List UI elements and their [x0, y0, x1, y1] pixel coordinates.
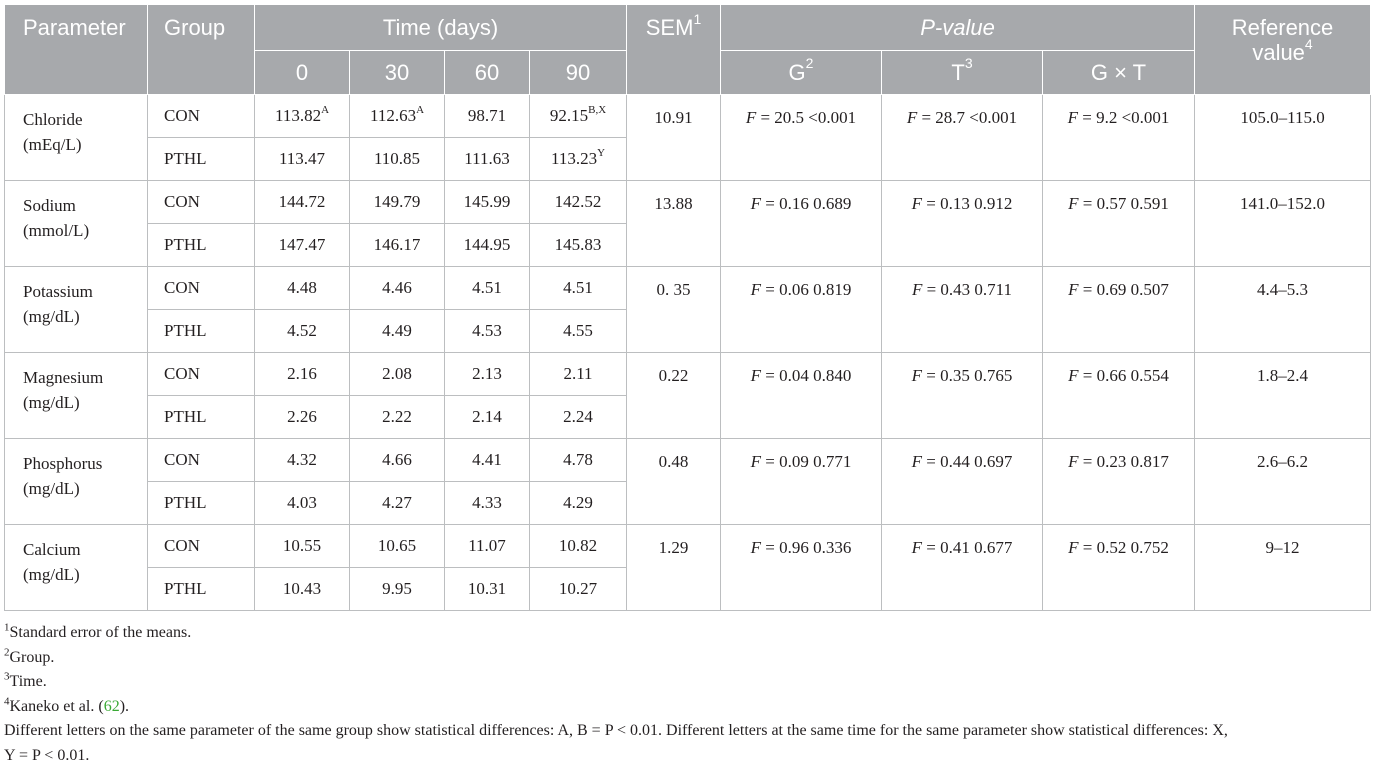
footnote-4 — [4, 695, 1370, 720]
con-day-30 — [350, 353, 445, 396]
parameter-cell-sodium — [5, 181, 148, 267]
footnote-4-mark: 4 — [4, 695, 10, 708]
con-day-30 — [350, 439, 445, 482]
con-day-90-value: 4.51 — [563, 278, 593, 297]
con-day-0-value: 4.48 — [287, 278, 317, 297]
pthl-day-30 — [350, 224, 445, 267]
footnote-2-mark: 2 — [4, 646, 10, 659]
pvalue-gxt-cell-value: = 9.2 <0.001 — [1077, 108, 1170, 127]
con-day-0 — [255, 525, 350, 568]
group-pthl: PTHL — [148, 568, 255, 611]
con-day-30 — [350, 525, 445, 568]
pvalue-gxt-cell-value: = 0.66 0.554 — [1078, 366, 1169, 385]
pthl-day-60-value: 10.31 — [467, 579, 507, 598]
footnote-2 — [4, 646, 1370, 671]
sem-cell: 13.88 — [627, 181, 721, 267]
pvalue-gxt-cell-value: = 0.23 0.817 — [1078, 452, 1169, 471]
con-day-90-value: 10.82 — [558, 536, 598, 555]
table-row — [5, 181, 1371, 224]
header-parameter: Parameter — [5, 5, 148, 95]
pthl-day-0-value: 4.03 — [287, 493, 317, 512]
con-day-30-superscript: A — [416, 104, 425, 117]
pvalue-g-cell — [721, 95, 882, 181]
group-pthl: PTHL — [148, 482, 255, 525]
con-day-0-superscript: A — [321, 104, 330, 117]
pvalue-t-cell-value: = 0.44 0.697 — [922, 452, 1013, 471]
table-row — [5, 525, 1371, 568]
footnote-1-text: Standard error of the means. — [9, 624, 192, 641]
pthl-day-60 — [445, 568, 530, 611]
pvalue-g-cell — [721, 525, 882, 611]
pthl-day-30 — [350, 482, 445, 525]
con-day-30-value: 4.66 — [382, 450, 412, 469]
pthl-day-90-value: 145.83 — [554, 235, 602, 254]
footnote-2-text: Group. — [9, 648, 55, 666]
con-day-90 — [530, 181, 627, 224]
pthl-day-0 — [255, 310, 350, 353]
header-day-30: 30 — [350, 51, 445, 95]
pvalue-t-cell-f: F — [911, 538, 923, 557]
header-day-90: 90 — [530, 51, 627, 95]
parameter-cell-calcium — [5, 525, 148, 611]
pvalue-t-cell-value: = 0.43 0.711 — [922, 280, 1013, 299]
header-pvalue-label: P-value — [920, 14, 995, 40]
con-day-60-value: 11.07 — [468, 536, 506, 555]
pvalue-g-cell-f: F — [750, 452, 762, 471]
pthl-day-0 — [255, 568, 350, 611]
header-pvalue — [721, 5, 1195, 51]
pthl-day-60-value: 4.53 — [472, 321, 502, 340]
header-day-60: 60 — [445, 51, 530, 95]
parameter-name: Phosphorus — [23, 454, 103, 473]
pthl-day-0 — [255, 138, 350, 181]
pvalue-g-cell-value: = 0.04 0.840 — [761, 366, 852, 385]
pthl-day-30-value: 4.49 — [382, 321, 412, 340]
con-day-30 — [350, 267, 445, 310]
header-day-0: 0 — [255, 51, 350, 95]
reference-cell: 9–12 — [1195, 525, 1371, 611]
parameter-name: Potassium — [23, 282, 93, 301]
pthl-day-60 — [445, 310, 530, 353]
pvalue-t-cell — [882, 95, 1043, 181]
pthl-day-0-value: 10.43 — [282, 579, 322, 598]
con-day-90-superscript: B,X — [588, 104, 607, 117]
parameter-cell-chloride — [5, 95, 148, 181]
pvalue-t-cell-f: F — [911, 452, 923, 471]
con-day-90-value: 142.52 — [554, 192, 602, 211]
pvalue-gxt-cell-f: F — [1068, 452, 1079, 471]
header-t — [882, 51, 1043, 95]
pvalue-t-cell — [882, 525, 1043, 611]
data-table — [4, 4, 1371, 611]
con-day-60-value: 4.51 — [472, 278, 502, 297]
parameter-name: Sodium — [23, 196, 76, 215]
parameter-name: Chloride — [23, 110, 83, 129]
sem-cell: 0.48 — [627, 439, 721, 525]
pthl-day-0-value: 113.47 — [278, 149, 326, 168]
reference-cell: 1.8–2.4 — [1195, 353, 1371, 439]
con-day-90-value: 4.78 — [563, 450, 593, 469]
pvalue-gxt-cell-f: F — [1068, 366, 1079, 385]
con-day-0-value: 4.32 — [287, 450, 317, 469]
table-container — [4, 4, 1370, 768]
table-body — [5, 95, 1371, 611]
con-day-60-value: 2.13 — [472, 364, 502, 383]
header-group: Group — [148, 5, 255, 95]
pthl-day-90 — [530, 310, 627, 353]
con-day-0-value: 10.55 — [282, 536, 322, 555]
pvalue-t-cell-f: F — [911, 194, 923, 213]
parameter-unit: (mg/dL) — [23, 479, 80, 498]
pvalue-g-cell — [721, 439, 882, 525]
parameter-unit: (mmol/L) — [23, 221, 90, 240]
pthl-day-30-value: 146.17 — [373, 235, 421, 254]
pthl-day-60-value: 2.14 — [472, 407, 502, 426]
pvalue-g-cell-f: F — [750, 366, 762, 385]
parameter-name: Calcium — [23, 540, 81, 559]
reference-cell: 105.0–115.0 — [1195, 95, 1371, 181]
con-day-30 — [350, 95, 445, 138]
header-sem-label: SEM — [645, 15, 694, 40]
pvalue-t-cell-f: F — [911, 280, 923, 299]
sem-cell: 0. 35 — [627, 267, 721, 353]
pvalue-g-cell-f: F — [750, 538, 762, 557]
header-g-label: G — [788, 59, 806, 85]
pthl-day-60-value: 144.95 — [463, 235, 511, 254]
pvalue-g-cell-value: = 0.06 0.819 — [761, 280, 852, 299]
group-con: CON — [148, 439, 255, 482]
con-day-60 — [445, 181, 530, 224]
con-day-60 — [445, 525, 530, 568]
group-pthl: PTHL — [148, 310, 255, 353]
header-g-sup: 2 — [805, 55, 814, 72]
pthl-day-60-value: 111.63 — [464, 149, 510, 168]
pthl-day-90-value: 4.29 — [563, 493, 593, 512]
table-header — [5, 5, 1371, 95]
pvalue-gxt-cell — [1043, 181, 1195, 267]
header-reference — [1195, 5, 1371, 95]
con-day-0-value: 144.72 — [278, 192, 326, 211]
pvalue-g-cell-value: = 0.09 0.771 — [761, 452, 852, 471]
pvalue-gxt-cell-f: F — [1068, 538, 1079, 557]
con-day-60 — [445, 353, 530, 396]
sem-cell: 10.91 — [627, 95, 721, 181]
header-time: Time (days) — [255, 5, 627, 51]
pvalue-gxt-cell-f: F — [1068, 194, 1079, 213]
pthl-day-90 — [530, 482, 627, 525]
con-day-60-value: 4.41 — [472, 450, 502, 469]
con-day-90 — [530, 353, 627, 396]
pthl-day-0 — [255, 224, 350, 267]
con-day-0 — [255, 439, 350, 482]
pthl-day-60-value: 4.33 — [472, 493, 502, 512]
pthl-day-90-value: 113.23 — [550, 149, 598, 168]
con-day-90 — [530, 95, 627, 138]
con-day-60 — [445, 95, 530, 138]
pthl-day-90 — [530, 396, 627, 439]
pthl-day-30-value: 4.27 — [382, 493, 412, 512]
pvalue-g-cell — [721, 353, 882, 439]
header-t-sup: 3 — [964, 55, 973, 72]
con-day-90-value: 92.15 — [549, 106, 589, 125]
pvalue-gxt-cell — [1043, 353, 1195, 439]
con-day-0-value: 2.16 — [287, 364, 317, 383]
pthl-day-0 — [255, 482, 350, 525]
pvalue-gxt-cell-value: = 0.52 0.752 — [1078, 538, 1169, 557]
pthl-day-30-value: 110.85 — [373, 149, 421, 168]
parameter-unit: (mg/dL) — [23, 307, 80, 326]
con-day-0-value: 113.82 — [274, 106, 322, 125]
pvalue-t-cell — [882, 439, 1043, 525]
pvalue-t-cell — [882, 353, 1043, 439]
con-day-90-value: 2.11 — [563, 364, 593, 383]
footnote-4-pre: Kaneko et al. ( — [9, 697, 104, 715]
pvalue-gxt-cell — [1043, 95, 1195, 181]
header-reference-line2: value — [1252, 40, 1305, 65]
pvalue-t-cell-value: = 0.35 0.765 — [922, 366, 1013, 385]
con-day-60 — [445, 439, 530, 482]
pthl-day-90-value: 10.27 — [558, 579, 598, 598]
pvalue-g-cell-f: F — [745, 108, 757, 127]
pthl-day-30-value: 2.22 — [382, 407, 412, 426]
footnote-1 — [4, 621, 1370, 646]
pvalue-t-cell-f: F — [906, 108, 918, 127]
pvalue-gxt-cell-f: F — [1067, 108, 1078, 127]
reference-cell: 2.6–6.2 — [1195, 439, 1371, 525]
footnote-note-line1: Different letters on the same parameter of the same group show statistical differences: A, B = P < 0.01. Different letters at the same time for the same parameter show statistical differences: X, — [4, 722, 1228, 739]
con-day-60-value: 145.99 — [463, 192, 511, 211]
footnote-4-post: ). — [119, 697, 130, 715]
con-day-0 — [255, 267, 350, 310]
parameter-cell-phosphorus — [5, 439, 148, 525]
parameter-cell-magnesium — [5, 353, 148, 439]
pvalue-g-cell-value: = 20.5 <0.001 — [756, 108, 857, 127]
pthl-day-30 — [350, 396, 445, 439]
pvalue-g-cell-value: = 0.96 0.336 — [761, 538, 852, 557]
pthl-day-90 — [530, 224, 627, 267]
pthl-day-60 — [445, 138, 530, 181]
pvalue-g-cell-value: = 0.16 0.689 — [761, 194, 852, 213]
group-con: CON — [148, 181, 255, 224]
con-day-0 — [255, 353, 350, 396]
header-gxt: G × T — [1043, 51, 1195, 95]
con-day-30-value: 112.63 — [369, 106, 417, 125]
pthl-day-60 — [445, 396, 530, 439]
con-day-90 — [530, 439, 627, 482]
pvalue-t-cell-value: = 0.13 0.912 — [922, 194, 1013, 213]
pvalue-gxt-cell — [1043, 439, 1195, 525]
pvalue-gxt-cell — [1043, 267, 1195, 353]
parameter-name: Magnesium — [23, 368, 104, 387]
footnote-3 — [4, 670, 1370, 695]
pthl-day-90 — [530, 138, 627, 181]
pthl-day-30 — [350, 568, 445, 611]
pthl-day-90-value: 2.24 — [563, 407, 593, 426]
pvalue-g-cell-f: F — [750, 280, 762, 299]
group-con: CON — [148, 267, 255, 310]
footnote-1-mark: 1 — [4, 621, 10, 634]
pthl-day-0-value: 4.52 — [287, 321, 317, 340]
sem-cell: 1.29 — [627, 525, 721, 611]
header-g — [721, 51, 882, 95]
reference-cell: 141.0–152.0 — [1195, 181, 1371, 267]
parameter-unit: (mEq/L) — [23, 135, 82, 154]
group-con: CON — [148, 525, 255, 568]
pthl-day-0-value: 147.47 — [278, 235, 326, 254]
citation-link[interactable]: 62 — [103, 697, 120, 715]
pvalue-t-cell-value: = 0.41 0.677 — [922, 538, 1013, 557]
footnote-3-mark: 3 — [4, 670, 10, 683]
table-row — [5, 353, 1371, 396]
group-pthl: PTHL — [148, 224, 255, 267]
pvalue-g-cell-f: F — [750, 194, 762, 213]
group-pthl: PTHL — [148, 396, 255, 439]
parameter-unit: (mg/dL) — [23, 565, 80, 584]
header-reference-sup: 4 — [1304, 35, 1313, 52]
pvalue-t-cell-value: = 28.7 <0.001 — [917, 108, 1018, 127]
pvalue-t-cell — [882, 267, 1043, 353]
pvalue-gxt-cell — [1043, 525, 1195, 611]
con-day-90 — [530, 267, 627, 310]
table-row — [5, 439, 1371, 482]
pvalue-g-cell — [721, 267, 882, 353]
con-day-30-value: 10.65 — [377, 536, 417, 555]
con-day-60 — [445, 267, 530, 310]
pvalue-g-cell — [721, 181, 882, 267]
table-row — [5, 267, 1371, 310]
con-day-0 — [255, 95, 350, 138]
pvalue-t-cell — [882, 181, 1043, 267]
pthl-day-90 — [530, 568, 627, 611]
con-day-60-value: 98.71 — [467, 106, 507, 125]
con-day-90 — [530, 525, 627, 568]
pthl-day-0 — [255, 396, 350, 439]
pthl-day-90-superscript: Y — [597, 147, 606, 160]
pvalue-t-cell-f: F — [911, 366, 923, 385]
footnote-note — [4, 719, 1370, 768]
con-day-30-value: 149.79 — [373, 192, 421, 211]
header-sem-sup: 1 — [693, 10, 702, 27]
group-con: CON — [148, 95, 255, 138]
con-day-30-value: 2.08 — [382, 364, 412, 383]
pthl-day-90-value: 4.55 — [563, 321, 593, 340]
pthl-day-60 — [445, 224, 530, 267]
table-row — [5, 95, 1371, 138]
footnote-note-line2: Y = P < 0.01. — [4, 746, 90, 764]
sem-cell: 0.22 — [627, 353, 721, 439]
reference-cell: 4.4–5.3 — [1195, 267, 1371, 353]
pthl-day-30-value: 9.95 — [382, 579, 412, 598]
con-day-30 — [350, 181, 445, 224]
header-sem — [627, 5, 721, 95]
header-t-label: T — [951, 59, 965, 85]
footnote-3-text: Time. — [9, 673, 47, 690]
pthl-day-0-value: 2.26 — [287, 407, 317, 426]
pvalue-gxt-cell-f: F — [1068, 280, 1079, 299]
pthl-day-30 — [350, 310, 445, 353]
parameter-unit: (mg/dL) — [23, 393, 80, 412]
group-con: CON — [148, 353, 255, 396]
parameter-cell-potassium — [5, 267, 148, 353]
pvalue-gxt-cell-value: = 0.57 0.591 — [1078, 194, 1169, 213]
pthl-day-30 — [350, 138, 445, 181]
con-day-30-value: 4.46 — [382, 278, 412, 297]
pvalue-gxt-cell-value: = 0.69 0.507 — [1078, 280, 1169, 299]
header-reference-line1: Reference — [1231, 15, 1334, 40]
footnotes — [4, 621, 1370, 768]
group-pthl: PTHL — [148, 138, 255, 181]
pthl-day-60 — [445, 482, 530, 525]
con-day-0 — [255, 181, 350, 224]
